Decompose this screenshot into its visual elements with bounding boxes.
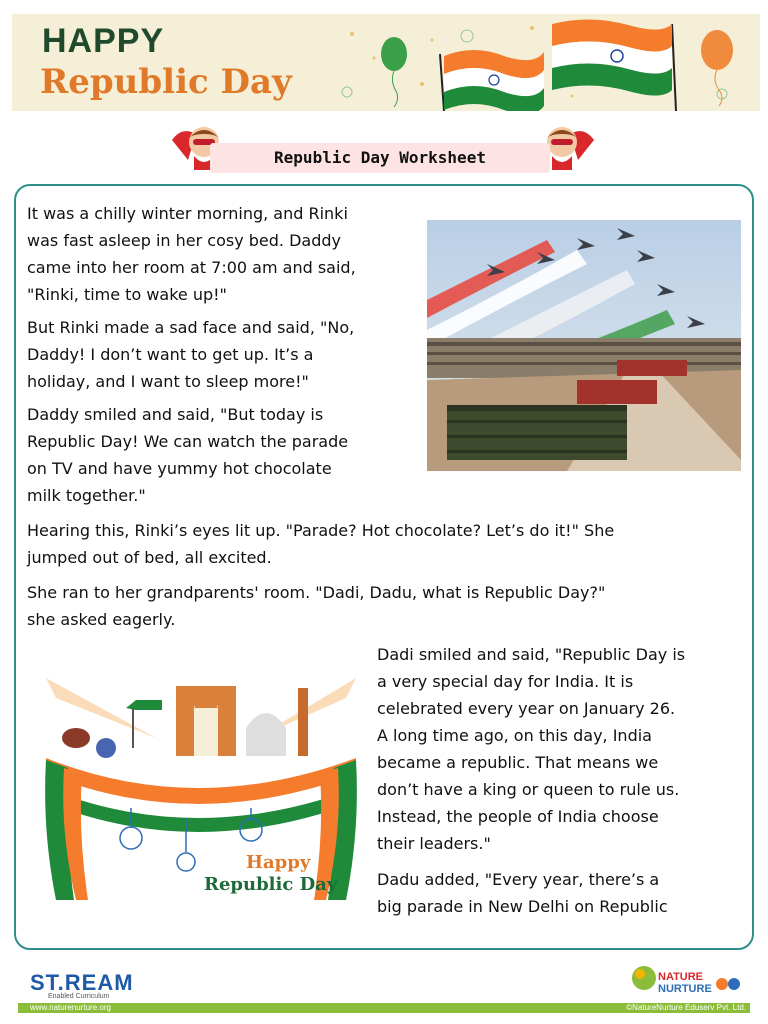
text-line: A long time ago, on this day, India	[377, 726, 652, 745]
parade-photo	[427, 220, 741, 471]
text-line: holiday, and I want to sleep more!"	[27, 372, 309, 391]
text-line: But Rinki made a sad face and said, "No,	[27, 318, 355, 337]
footer-copyright: ©NatureNurture Eduserv Pvt. Ltd.	[626, 1003, 746, 1012]
text-line: Dadi smiled and said, "Republic Day is	[377, 645, 686, 664]
story-paragraph-3	[27, 401, 348, 509]
text-line: don’t have a king or queen to rule us.	[377, 780, 680, 799]
story-paragraph-7	[377, 866, 668, 920]
text-line: Hearing this, Rinki’s eyes lit up. "Parade? Hot chocolate? Let’s do it!" She	[27, 521, 615, 540]
text-line: Republic Day! We can watch the parade	[27, 432, 349, 451]
logo-text-nature: NATURE	[658, 971, 704, 983]
text-line: jumped out of bed, all excited.	[27, 548, 272, 567]
text-line: became a republic. That means we	[377, 753, 659, 772]
text-line: Dadu added, "Every year, there’s a	[377, 870, 660, 889]
text-line: Instead, the people of India choose	[377, 807, 659, 826]
footer-website[interactable]: www.naturenurture.org	[30, 1003, 111, 1012]
taj-mahal-icon	[246, 713, 286, 756]
text-line: big parade in New Delhi on Republic	[377, 897, 668, 916]
stream-logo: ST.REAM	[30, 970, 134, 995]
worksheet-title-strip	[210, 143, 550, 173]
republic-day-illustration	[36, 668, 366, 904]
drum-icon	[62, 728, 90, 748]
text-line: was fast asleep in her cosy bed. Daddy	[27, 231, 341, 250]
text-line: Daddy smiled and said, "But today is	[27, 405, 324, 424]
balloon-orange-icon	[701, 30, 733, 70]
logo-text-nurture: NURTURE	[658, 983, 712, 995]
nature-nurture-logo	[630, 962, 742, 1000]
illustration-republic-day-text: Republic Day	[204, 874, 338, 895]
qutub-minar-icon	[298, 688, 308, 756]
stream-subtitle: Enabled Curriculum	[48, 993, 110, 1000]
text-line: It was a chilly winter morning, and Rinki	[27, 204, 348, 223]
header-banner	[12, 14, 760, 111]
story-paragraph-1	[27, 200, 356, 308]
banner-title-happy: HAPPY	[42, 22, 165, 60]
banner-title-republic-day: Republic Day	[40, 62, 292, 102]
text-line: "Rinki, time to wake up!"	[27, 285, 227, 304]
story-paragraph-2	[27, 314, 354, 395]
story-paragraph-5	[27, 579, 605, 633]
ashoka-chakra-icon	[96, 738, 116, 758]
story-paragraph-4	[27, 517, 614, 571]
story-paragraph-6	[377, 641, 685, 857]
text-line: Daddy! I don’t want to get up. It’s a	[27, 345, 314, 364]
worksheet-title: Republic Day Worksheet	[274, 148, 486, 167]
illustration-happy-text: Happy	[246, 852, 311, 873]
text-line: on TV and have yummy hot chocolate	[27, 459, 332, 478]
text-line: their leaders."	[377, 834, 491, 853]
balloon-green-icon	[381, 37, 407, 71]
text-line: came into her room at 7:00 am and said,	[27, 258, 356, 277]
text-line: a very special day for India. It is	[377, 672, 634, 691]
text-line: She ran to her grandparents' room. "Dadi, Dadu, what is Republic Day?"	[27, 583, 606, 602]
text-line: celebrated every year on January 26.	[377, 699, 676, 718]
text-line: she asked eagerly.	[27, 610, 176, 629]
text-line: milk together."	[27, 486, 146, 505]
